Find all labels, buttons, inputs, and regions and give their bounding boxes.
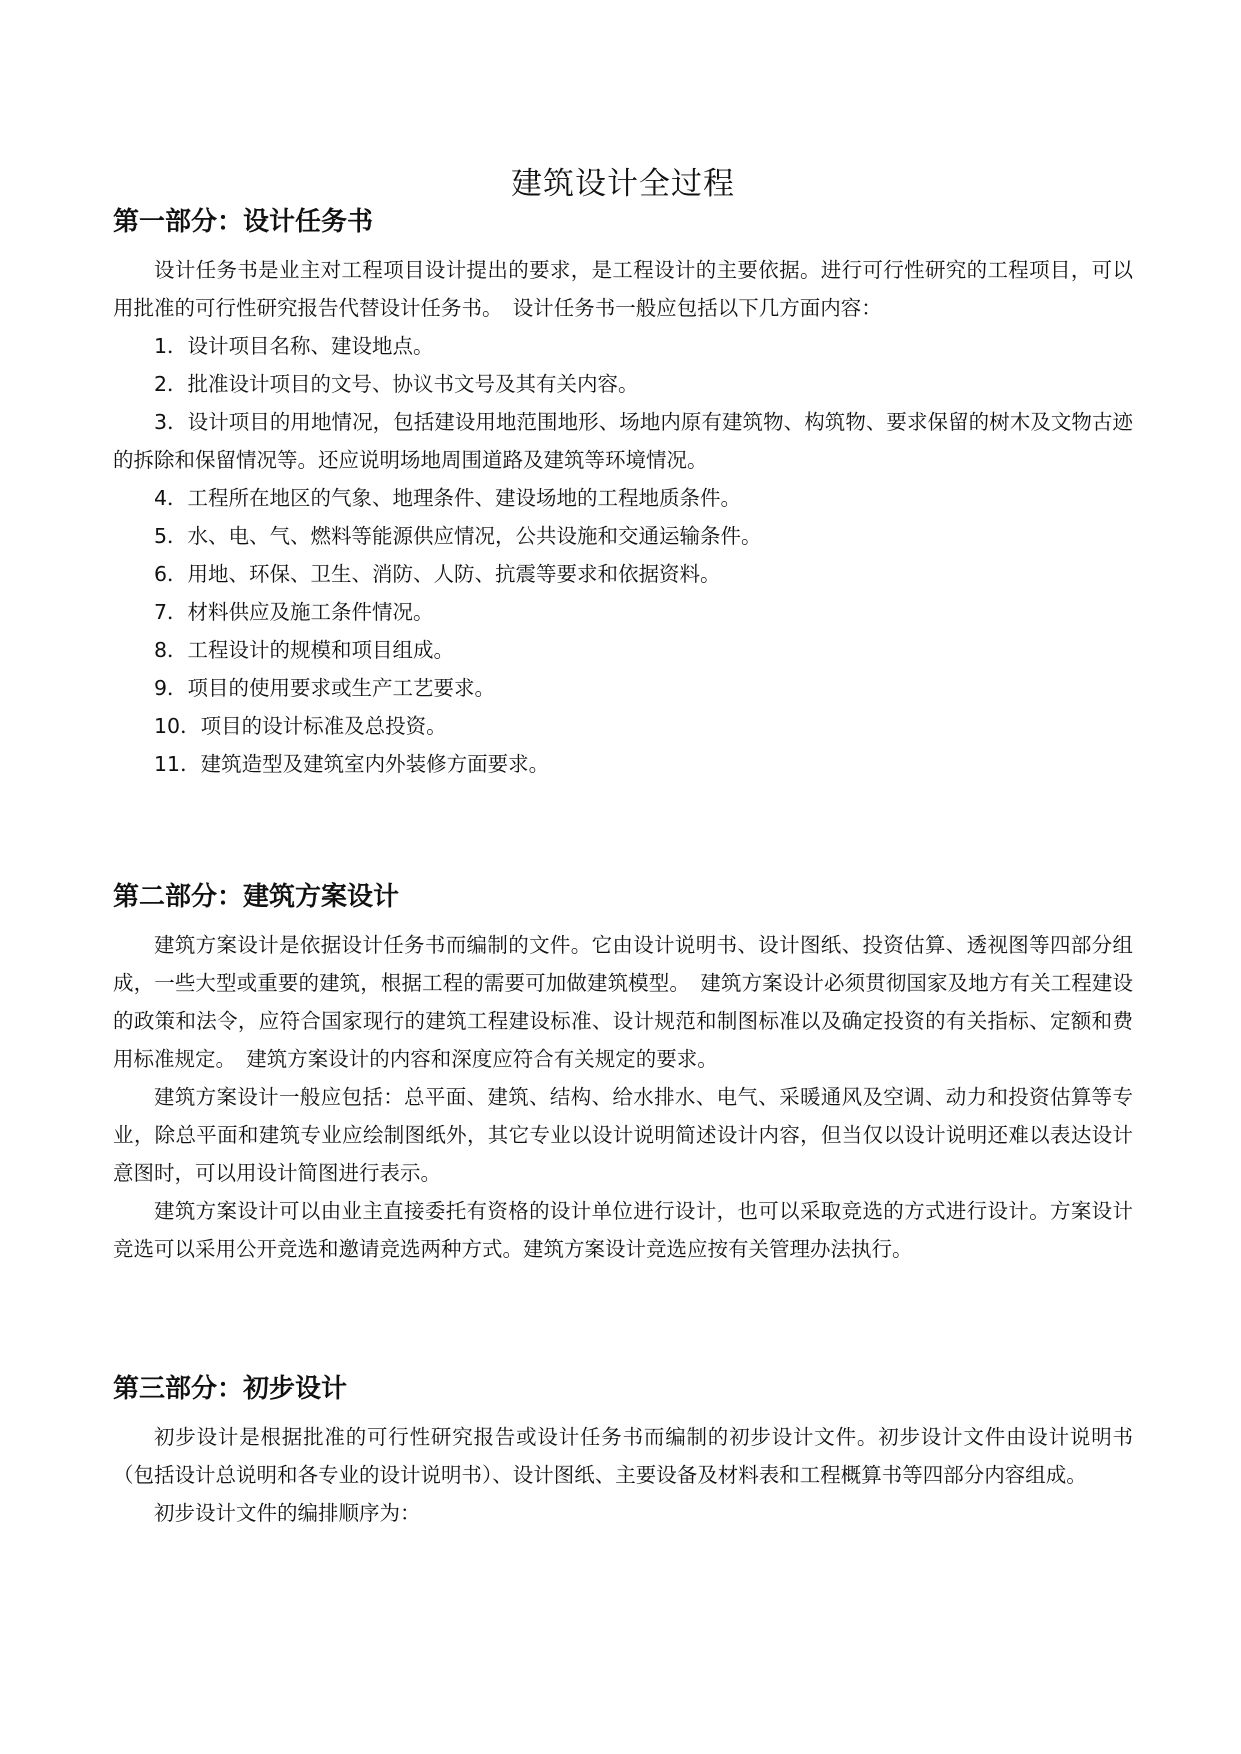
list-item: 6．用地、环保、卫生、消防、人防、抗震等要求和依据资料。 [154,562,721,586]
section-preliminary-design [113,1370,1133,1532]
body-paragraph: 建筑方案设计可以由业主直接委托有资格的设计单位进行设计，也可以采取竞选的方式进行设计。方案设计竞选可以采用公开竞选和邀请竞选两种方式。建筑方案设计竞选应按有关管理办法执行。 [113,1199,1133,1261]
body-paragraph: 建筑方案设计是依据设计任务书而编制的文件。它由设计说明书、设计图纸、投资估算、透视图等四部分组成，一些大型或重要的建筑，根据工程的需要可加做建筑模型。 建筑方案设计必须贯彻国家及地方有关工程建设的政策和法令，应符合国家现行的建筑工程建设标准、设计规范和制图标准以及确定投资的有关指标、定额和费用标准规定。 建筑方案设计的内容和深度应符合有关规定的要求。 [113,933,1133,1071]
section-design-brief [113,203,1133,783]
body-paragraph: 初步设计文件的编排顺序为： [154,1501,421,1525]
list-item: 7．材料供应及施工条件情况。 [154,600,434,624]
body-paragraph: 建筑方案设计一般应包括：总平面、建筑、结构、给水排水、电气、采暖通风及空调、动力和投资估算等专业，除总平面和建筑专业应绘制图纸外，其它专业以设计说明简述设计内容，但当仅以设计说明还难以表达设计意图时，可以用设计简图进行表示。 [113,1085,1133,1185]
body-paragraph: 初步设计是根据批准的可行性研究报告或设计任务书而编制的初步设计文件。初步设计文件由设计说明书（包括设计总说明和各专业的设计说明书）、设计图纸、主要设备及材料表和工程概算书等四部分内容组成。 [113,1425,1133,1487]
list-item: 3．设计项目的用地情况，包括建设用地范围地形、场地内原有建筑物、构筑物、要求保留的树木及文物古迹的拆除和保留情况等。还应说明场地周围道路及建筑等环境情况。 [113,410,1133,472]
list-item: 5．水、电、气、燃料等能源供应情况，公共设施和交通运输条件。 [154,524,762,548]
section-heading: 第二部分：建筑方案设计 [113,882,400,912]
list-item: 8．工程设计的规模和项目组成。 [154,638,455,662]
list-item: 10．项目的设计标准及总投资。 [154,714,447,738]
section-schematic-design [113,878,1133,1268]
requirements-list [113,327,1133,783]
list-item: 11．建筑造型及建筑室内外装修方面要求。 [154,752,550,776]
list-item: 9．项目的使用要求或生产工艺要求。 [154,676,496,700]
section-intro-paragraph: 设计任务书是业主对工程项目设计提出的要求，是工程设计的主要依据。进行可行性研究的工程项目，可以用批准的可行性研究报告代替设计任务书。 设计任务书一般应包括以下几方面内容： [113,258,1133,320]
list-item: 4．工程所在地区的气象、地理条件、建设场地的工程地质条件。 [154,486,742,510]
section-heading: 第三部分：初步设计 [113,1374,348,1404]
list-item: 1．设计项目名称、建设地点。 [154,334,434,358]
list-item: 2．批准设计项目的文号、协议书文号及其有关内容。 [154,372,639,396]
document-title: 建筑设计全过程 [511,166,735,202]
section-heading: 第一部分：设计任务书 [113,207,374,237]
